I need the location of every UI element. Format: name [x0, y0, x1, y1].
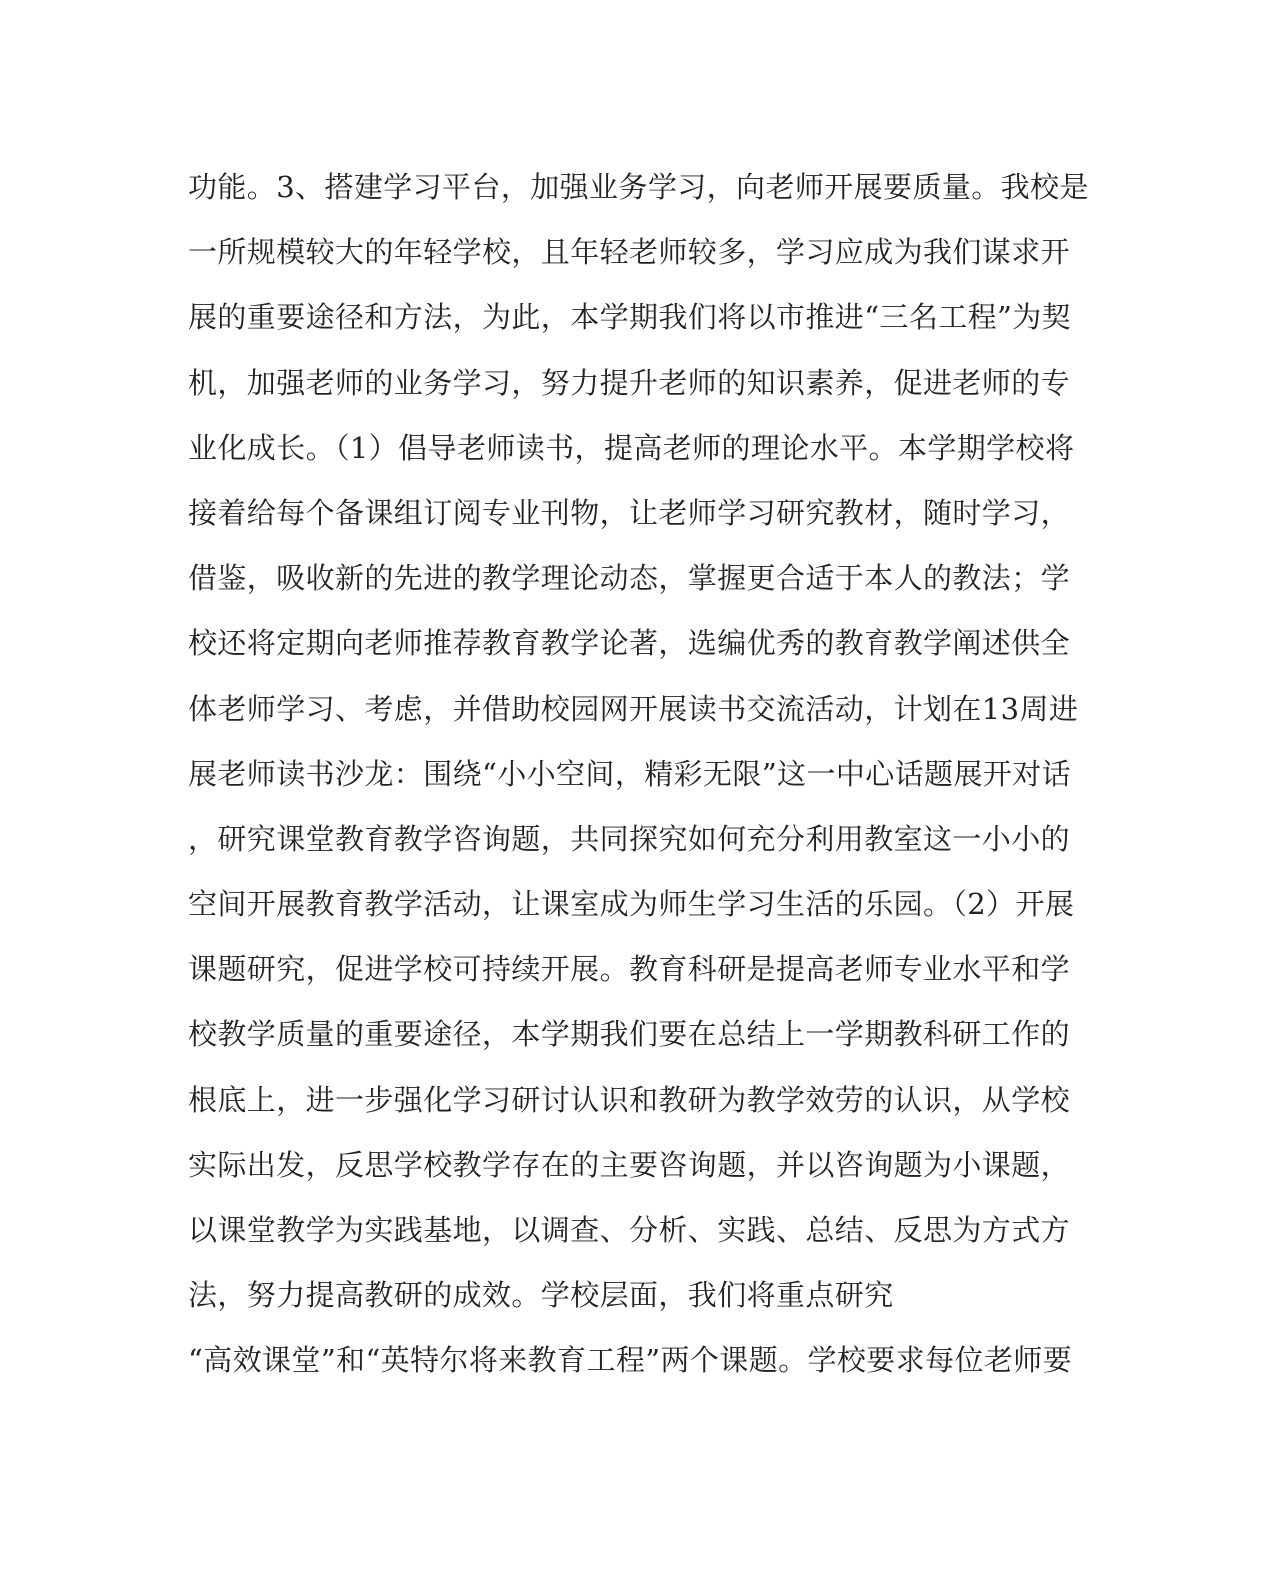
text-line: 根底上，进一步强化学习研讨认识和教研为教学效劳的认识，从学校 [188, 1082, 1071, 1117]
text-line: 展的重要途径和方法，为此，本学期我们将以市推进“三名工程”为契 [188, 300, 1072, 335]
text-line: 以课堂教学为实践基地，以调查、分析、实践、总结、反思为方式方 [188, 1213, 1071, 1247]
text-line: 功能。3、搭建学习平台，加强业务学习，向老师开展要质量。我校是 [188, 170, 1089, 204]
text-line: 展老师读书沙龙：围绕“小小空间，精彩无限”这一中心话题展开对话 [188, 756, 1072, 791]
text-line: 借鉴，吸收新的先进的教学理论动态，掌握更合适于本人的教法；学 [188, 561, 1071, 596]
text-line: “高效课堂”和“英特尔将来教育工程”两个课题。学校要求每位老师要 [188, 1343, 1073, 1378]
text-line: 机，加强老师的业务学习，努力提升老师的知识素养，促进老师的专 [188, 365, 1071, 400]
text-line: 一所规模较大的年轻学校，且年轻老师较多，学习应成为我们谋求开 [188, 235, 1071, 270]
text-line: 校教学质量的重要途径，本学期我们要在总结上一学期教科研工作的 [188, 1017, 1071, 1052]
text-line: 体老师学习、考虑，并借助校园网开展读书交流活动，计划在13周进 [188, 691, 1079, 726]
text-line: 校还将定期向老师推荐教育教学论著，选编优秀的教育教学阐述供全 [188, 626, 1071, 661]
text-line: 接着给每个备课组订阅专业刊物，让老师学习研究教材，随时学习， [188, 495, 1071, 530]
text-line: 课题研究，促进学校可持续开展。教育科研是提高老师专业水平和学 [188, 952, 1071, 987]
text-line: 空间开展教育教学活动，让课室成为师生学习生活的乐园。（2）开展 [188, 887, 1075, 922]
text-line: 实际出发，反思学校教学存在的主要咨询题，并以咨询题为小课题， [188, 1147, 1071, 1182]
text-line: 业化成长。（1）倡导老师读书，提高老师的理论水平。本学期学校将 [188, 430, 1075, 465]
body-text [188, 162, 1088, 1401]
text-line: 法，努力提高教研的成效。学校层面，我们将重点研究 [188, 1278, 894, 1313]
text-line: ，研究课堂教育教学咨询题，共同探究如何充分利用教室这一小小的 [188, 821, 1071, 856]
